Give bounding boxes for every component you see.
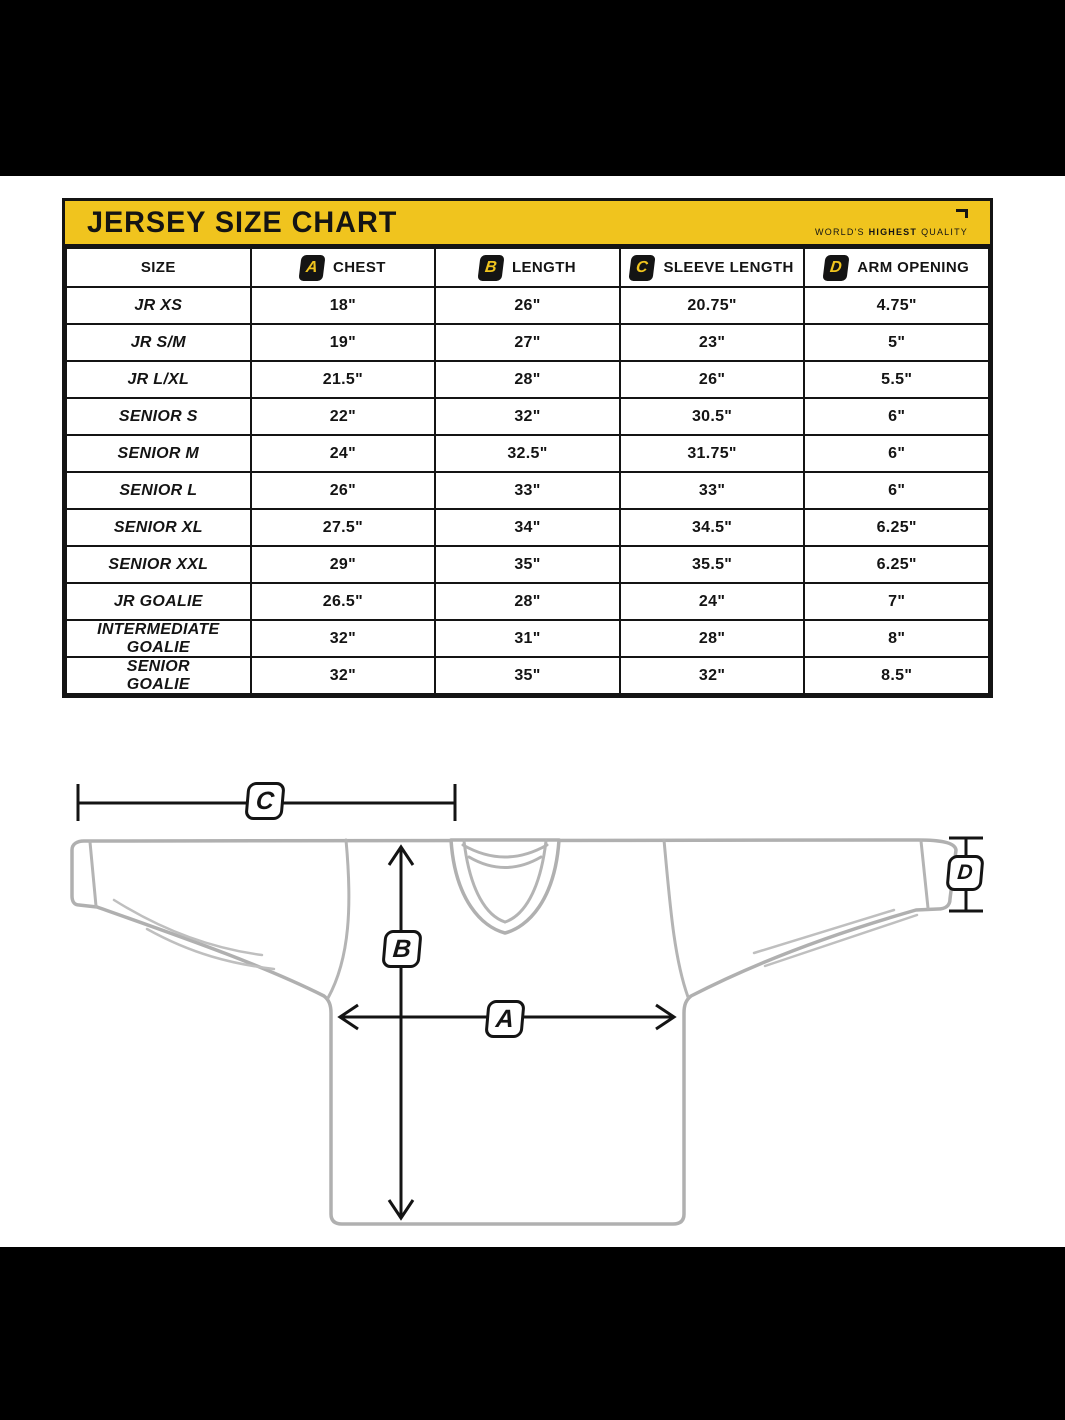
corner-bracket-icon (956, 209, 968, 218)
chest-cell: 22" (251, 398, 436, 435)
page-title: JERSEY SIZE CHART (87, 205, 398, 239)
dimension-c-badge: C (244, 782, 285, 820)
dimension-b-badge: B (381, 930, 422, 968)
chest-cell: 24" (251, 435, 436, 472)
table-header-row (66, 248, 989, 287)
content-canvas (0, 176, 1065, 1247)
length-cell: 26" (435, 287, 620, 324)
sleeve-cell: 32" (620, 657, 805, 694)
sleeve-cell: 30.5" (620, 398, 805, 435)
size-cell: SENIOR GOALIE (66, 657, 251, 694)
size-table (65, 247, 990, 695)
size-cell: JR GOALIE (66, 583, 251, 620)
length-cell: 35" (435, 546, 620, 583)
length-cell: 32" (435, 398, 620, 435)
column-header-size (66, 248, 251, 287)
table-row (66, 546, 989, 583)
chest-cell: 29" (251, 546, 436, 583)
measure-a-badge: A (298, 255, 325, 281)
arm-cell: 6" (804, 435, 989, 472)
size-cell: INTERMEDIATE GOALIE (66, 620, 251, 657)
chart-header-band (65, 201, 990, 247)
column-header-chest (251, 248, 436, 287)
chest-cell: 18" (251, 287, 436, 324)
size-cell: SENIOR XL (66, 509, 251, 546)
column-header-sleeve-length (620, 248, 805, 287)
length-cell: 28" (435, 361, 620, 398)
length-cell: 32.5" (435, 435, 620, 472)
table-row (66, 583, 989, 620)
size-cell: JR S/M (66, 324, 251, 361)
arm-cell: 6" (804, 472, 989, 509)
arm-cell: 7" (804, 583, 989, 620)
sleeve-cell: 33" (620, 472, 805, 509)
arm-cell: 5.5" (804, 361, 989, 398)
sleeve-cell: 23" (620, 324, 805, 361)
chest-cell: 26" (251, 472, 436, 509)
column-label: LENGTH (511, 259, 577, 276)
measure-c-badge: C (629, 255, 656, 281)
size-cell: SENIOR XXL (66, 546, 251, 583)
table-row (66, 435, 989, 472)
length-cell: 34" (435, 509, 620, 546)
arm-cell: 8.5" (804, 657, 989, 694)
size-chart-card (62, 198, 993, 698)
sleeve-cell: 26" (620, 361, 805, 398)
table-row (66, 361, 989, 398)
chest-cell: 26.5" (251, 583, 436, 620)
column-label: ARM OPENING (857, 259, 970, 276)
arm-cell: 6.25" (804, 509, 989, 546)
length-cell: 27" (435, 324, 620, 361)
dimension-d-badge: D (945, 855, 984, 891)
sleeve-cell: 24" (620, 583, 805, 620)
tagline-suffix: QUALITY (921, 227, 968, 237)
table-row (66, 472, 989, 509)
chest-cell: 32" (251, 657, 436, 694)
length-cell: 31" (435, 620, 620, 657)
size-cell: JR L/XL (66, 361, 251, 398)
size-cell: SENIOR S (66, 398, 251, 435)
chest-cell: 21.5" (251, 361, 436, 398)
sleeve-cell: 35.5" (620, 546, 805, 583)
dimension-a-badge: A (484, 1000, 525, 1038)
table-row (66, 398, 989, 435)
sleeve-cell: 31.75" (620, 435, 805, 472)
size-cell: SENIOR M (66, 435, 251, 472)
length-cell: 35" (435, 657, 620, 694)
arm-cell: 5" (804, 324, 989, 361)
chest-cell: 19" (251, 324, 436, 361)
column-label: CHEST (332, 259, 386, 276)
tagline-bold: HIGHEST (868, 227, 918, 237)
chest-cell: 27.5" (251, 509, 436, 546)
table-row (66, 287, 989, 324)
column-label: SIZE (140, 259, 176, 276)
sleeve-cell: 20.75" (620, 287, 805, 324)
column-label: SLEEVE LENGTH (663, 259, 794, 276)
arm-cell: 6.25" (804, 546, 989, 583)
arm-cell: 8" (804, 620, 989, 657)
size-cell: SENIOR L (66, 472, 251, 509)
jersey-measurement-diagram (0, 770, 1065, 1247)
length-cell: 33" (435, 472, 620, 509)
column-header-length (435, 248, 620, 287)
column-header-arm-opening (804, 248, 989, 287)
table-row (66, 324, 989, 361)
measure-b-badge: B (477, 255, 504, 281)
table-row (66, 509, 989, 546)
measure-d-badge: D (823, 255, 850, 281)
length-cell: 28" (435, 583, 620, 620)
table-row (66, 657, 989, 694)
sleeve-cell: 28" (620, 620, 805, 657)
tagline (815, 227, 968, 237)
table-row (66, 620, 989, 657)
sleeve-cell: 34.5" (620, 509, 805, 546)
chest-cell: 32" (251, 620, 436, 657)
arm-cell: 6" (804, 398, 989, 435)
tagline-prefix: WORLD'S (815, 227, 865, 237)
arm-cell: 4.75" (804, 287, 989, 324)
size-cell: JR XS (66, 287, 251, 324)
